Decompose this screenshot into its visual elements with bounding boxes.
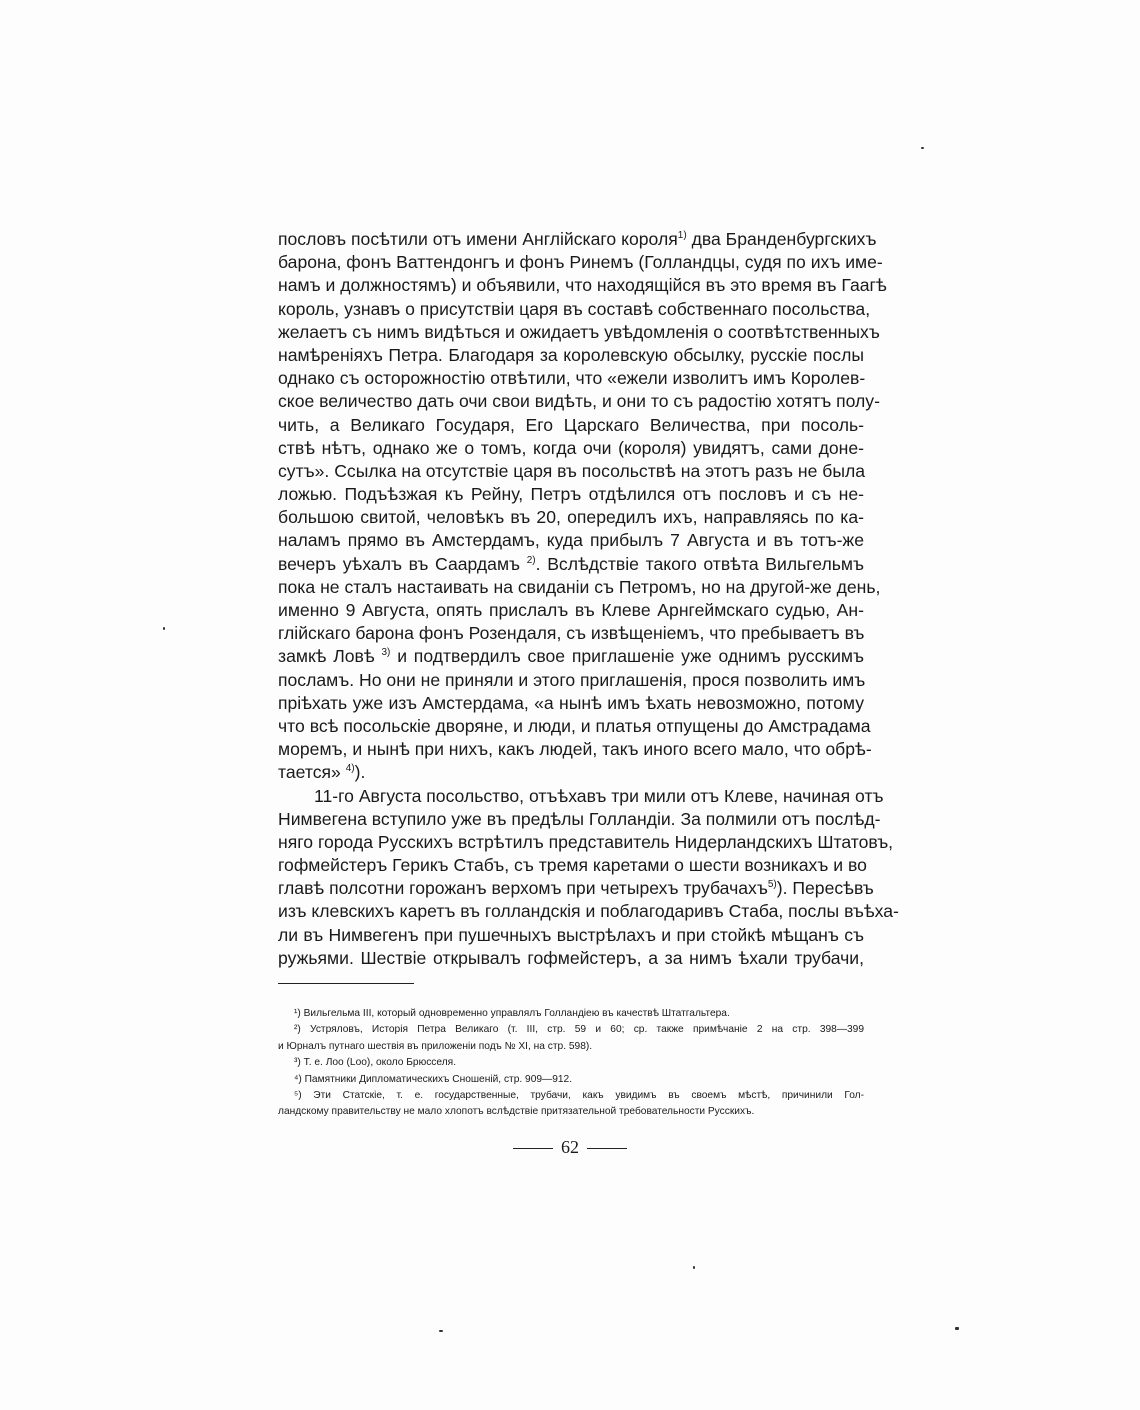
- footnotes: [278, 1006, 864, 1121]
- footnote: ³) Т. е. Лоо (Loo), около Брюсселя.: [294, 1057, 457, 1069]
- text-line: 11-го Августа посольство, отъѣхавъ три мили отъ Клеве, начиная отъ: [314, 785, 884, 806]
- text-line: глійскаго барона фонъ Розендаля, съ извѣщеніемъ, что пребываетъ въ: [278, 623, 865, 644]
- text-line: Нимвегена вступило уже въ предѣлы Голландіи. За полмили отъ послѣд-: [278, 808, 881, 829]
- scan-speck: [163, 627, 165, 630]
- footnote: ²) Устряловъ, Исторія Петра Великаго (т. III, стр. 59 и 60; ср. также примѣчаніе 2 на стр. 398—399: [294, 1024, 864, 1036]
- text-line: намъ и должностямъ) и объявили, что находящійся въ это время въ Гаагѣ: [278, 275, 887, 296]
- scan-speck: [955, 1327, 959, 1330]
- text-line: главѣ полсотни горожанъ верхомъ при четырехъ трубачахъ$^{5)}$). Пересѣвъ: [278, 878, 874, 899]
- text-line: пословъ посѣтили отъ имени Англійскаго короля$^{1)}$ два Бранденбургскихъ: [278, 229, 877, 249]
- scan-speck: [693, 1266, 695, 1269]
- footnote: и Юрналъ путнаго шествія въ приложеніи подъ № XI, на стр. 598).: [278, 1040, 593, 1052]
- text-line: няго города Русскихъ встрѣтилъ представитель Нидерландскихъ Штатовъ,: [278, 831, 894, 852]
- text-line: ли въ Нимвегенъ при пушечныхъ выстрѣлахъ и при стойкѣ мѣщанъ съ: [278, 924, 864, 945]
- footnote-separator: [278, 983, 414, 984]
- text-line: вечеръ уѣхалъ въ Саардамъ $^{2)}$. Вслѣдствіе такого отвѣта Вильгельмъ: [278, 553, 865, 574]
- text-line: замкѣ Ловѣ $^{3)}$ и подтвердилъ свое приглашеніе уже однимъ русскимъ: [278, 646, 864, 667]
- text-line: намѣреніяхъ Петра. Благодаря за королевскую обсылку, русскіе послы: [278, 344, 864, 365]
- scan-speck: [439, 1330, 443, 1332]
- text-line: король, узнавъ о присутствіи царя въ составѣ собственнаго посольства,: [278, 298, 871, 319]
- text-line: ское величество дать очи свои видѣть, и они то съ радостію хотятъ полу-: [278, 391, 880, 412]
- text-line: гофмейстеръ Герикъ Стабъ, съ тремя каретами о шести возникахъ и во: [278, 855, 867, 876]
- text-line: сутъ». Ссылка на отсутствіе царя въ посольствѣ на этотъ разъ не была: [278, 460, 866, 481]
- text-line: пока не сталъ настаивать на свиданіи съ Петромъ, но на другой-же день,: [278, 576, 881, 597]
- text-line: посламъ. Но они не приняли и этого приглашенія, прося позволить имъ: [278, 669, 866, 690]
- scan-speck: [921, 147, 924, 149]
- page-number-dash: [587, 1148, 627, 1149]
- footnote: ⁵) Эти Статскіе, т. е. государственные, трубачи, какъ увидимъ въ своемъ мѣстѣ, причинили Гол-: [294, 1090, 864, 1102]
- text-line: наламъ прямо въ Амстердамъ, куда прибылъ 7 Августа и въ тотъ-же: [278, 530, 864, 551]
- text-line: большою свитой, человѣкъ въ 20, опередилъ ихъ, направляясь по ка-: [278, 507, 864, 528]
- text-line: моремъ, и нынѣ при нихъ, какъ людей, такъ иного всего мало, что обрѣ-: [278, 739, 872, 760]
- text-line: тается» $^{4)}$).: [278, 762, 366, 783]
- text-line: ствѣ нѣтъ, однако же о томъ, когда очи (короля) увидятъ, сами доне-: [278, 437, 864, 458]
- text-line: что всѣ посольскіе дворяне, и люди, и платья отпущены до Амстрадама: [278, 715, 871, 736]
- main-text: [278, 228, 899, 970]
- text-line: пріѣхать уже изъ Амстердама, «а нынѣ имъ ѣхать невозможно, потому: [278, 692, 864, 713]
- text-line: именно 9 Августа, опять прислалъ въ Клеве Арнгеймскаго судью, Ан-: [278, 600, 864, 620]
- text-line: ложью. Подъѣзжая къ Рейну, Петръ отдѣлился отъ пословъ и съ не-: [278, 484, 864, 505]
- text-line: ружьями. Шествіе открывалъ гофмейстеръ, а за нимъ ѣхали трубачи,: [278, 947, 864, 968]
- page-number: [0, 1137, 1140, 1158]
- text-line: однако съ осторожностію отвѣтили, что «ежели изволитъ имъ Королев-: [278, 368, 866, 389]
- text-line: желаетъ съ нимъ видѣться и ожидаетъ увѣдомленія о соотвѣтственныхъ: [278, 321, 880, 342]
- footnote: ¹) Вильгельма III, который одновременно управлялъ Голландіею въ качествѣ Штатгальтера.: [294, 1008, 730, 1019]
- text-line: изъ клевскихъ каретъ въ голландскія и поблагодаривъ Стаба, послы въѣха-: [278, 901, 899, 922]
- footnote: ⁴) Памятники Дипломатическихъ Сношеній, стр. 909—912.: [294, 1073, 573, 1085]
- text-line: барона, фонъ Ваттендонгъ и фонъ Ринемъ (Голландцы, судя по ихъ име-: [278, 252, 883, 273]
- page-number-value: 62: [561, 1137, 579, 1157]
- text-line: чить, а Великаго Государя, Его Царскаго Величества, при посоль-: [278, 414, 864, 435]
- footnote: ландскому правительству не мало хлопотъ вслѣдствіе притязательной требовательности Русскихъ.: [278, 1106, 755, 1118]
- page-number-dash: [513, 1148, 553, 1149]
